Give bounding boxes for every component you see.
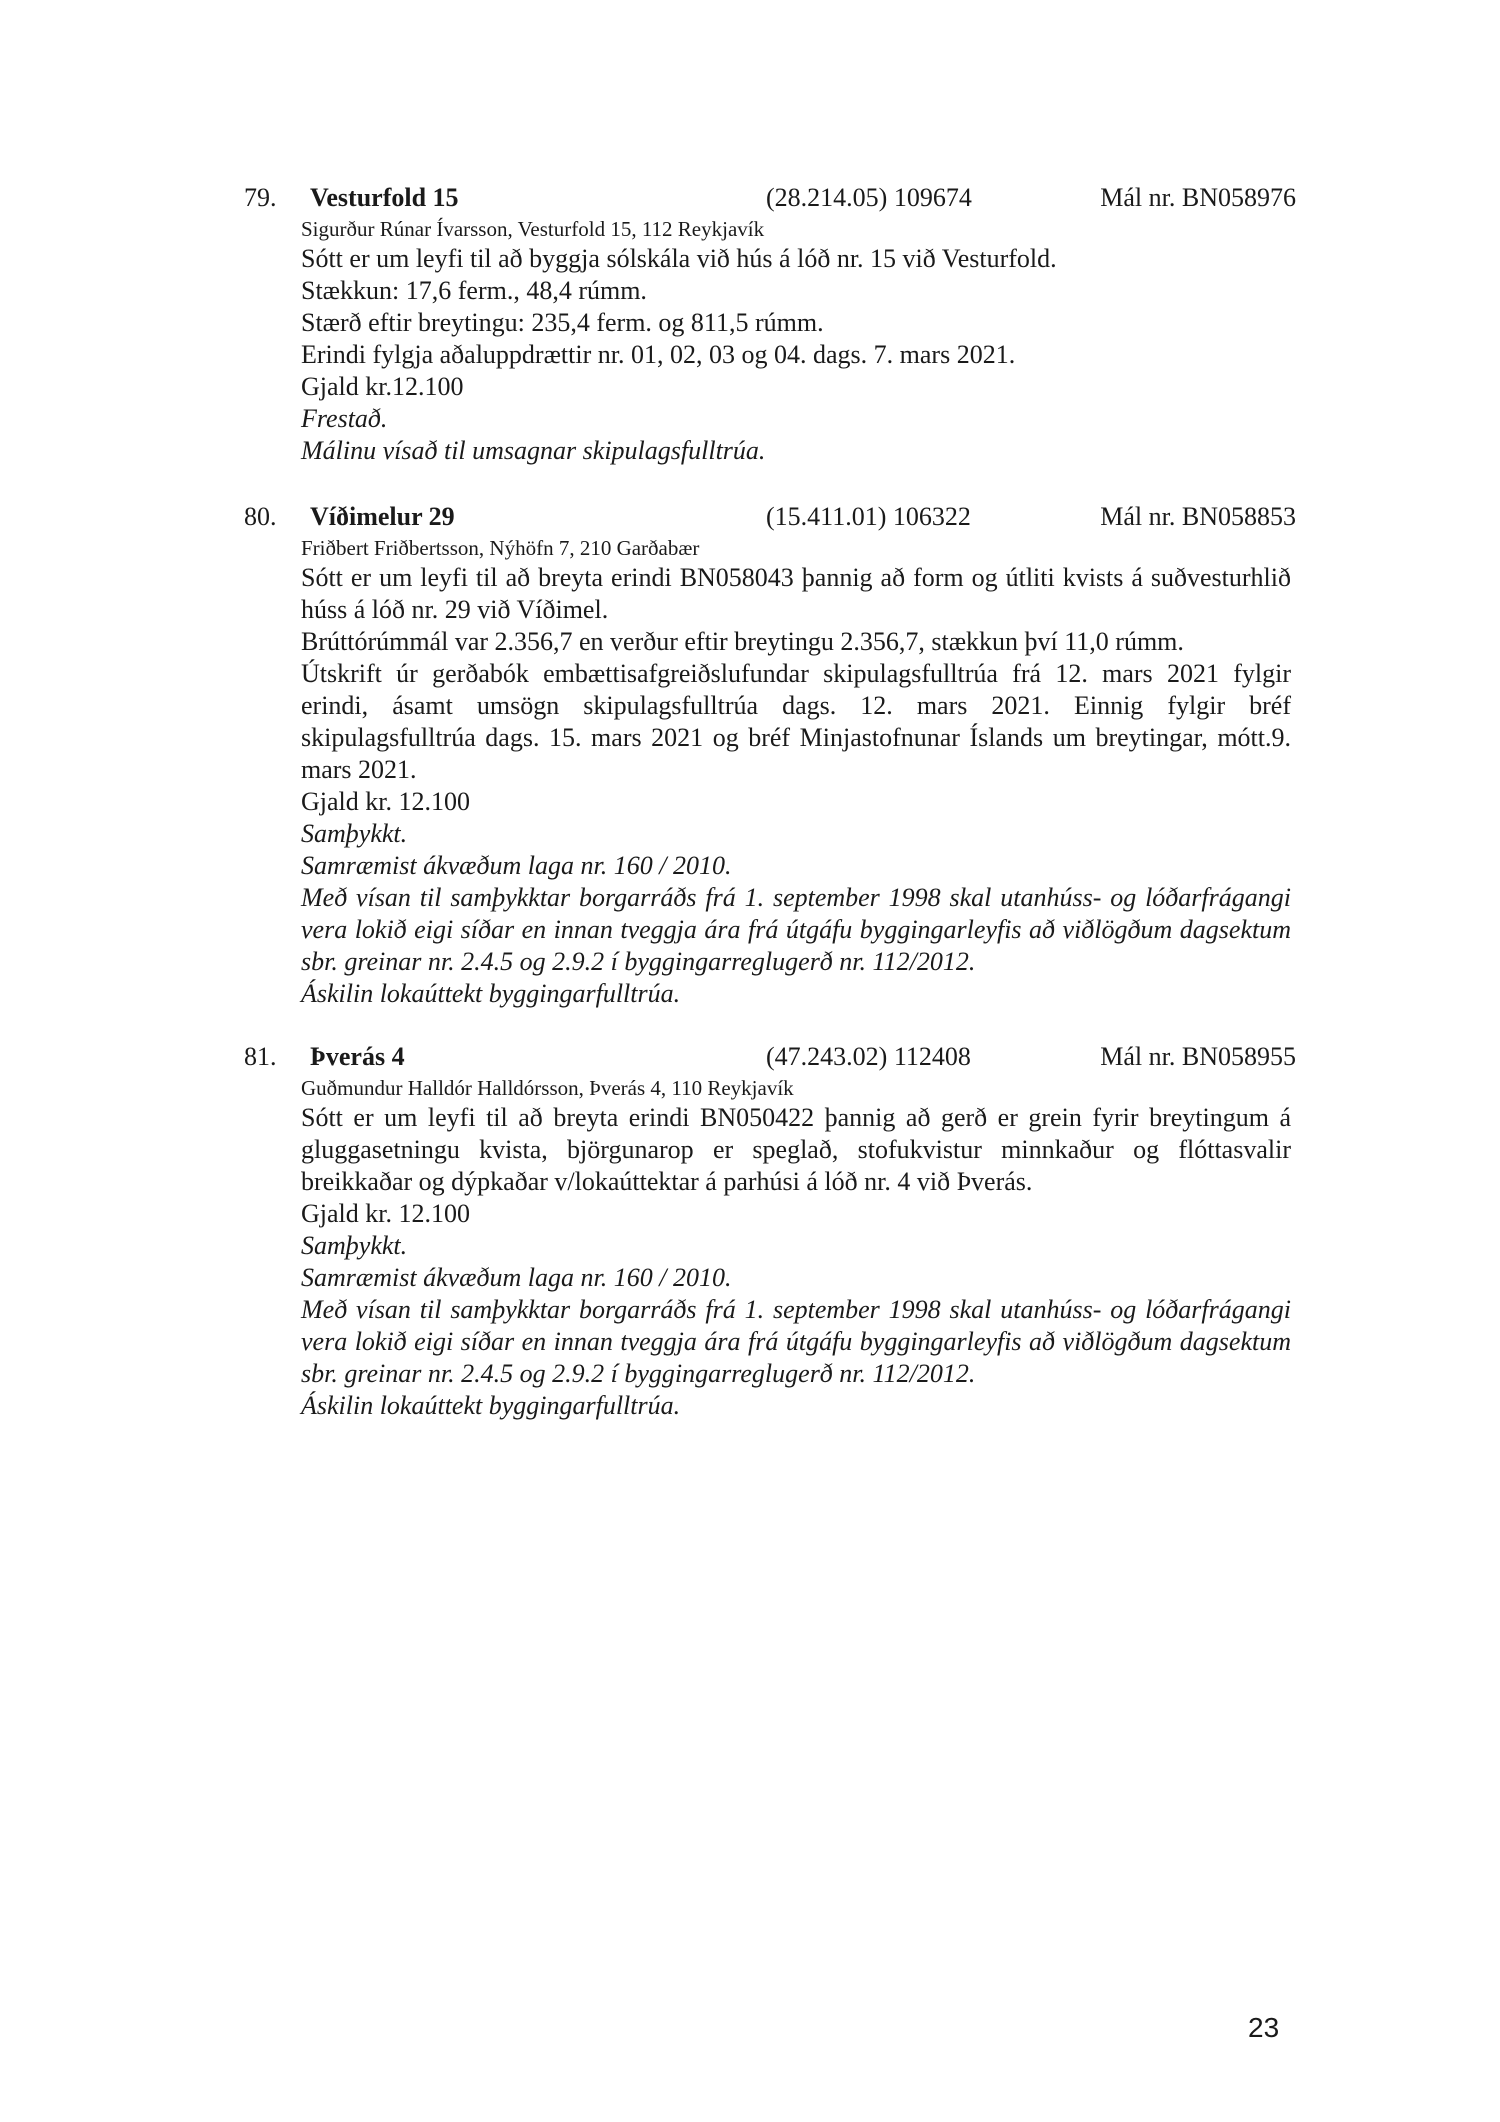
description-line: Sótt er um leyfi til að byggja sólskála við hús á lóð nr. 15 við Vesturfold. [301, 244, 1057, 273]
decision-line: Samþykkt. [301, 1231, 408, 1260]
case-mal-number: Mál nr. BN058853 [1100, 502, 1296, 531]
decision-line: Málinu vísað til umsagnar skipulagsfulltrúa. [301, 436, 766, 465]
case-mal-number: Mál nr. BN058955 [1100, 1042, 1296, 1071]
case-body [301, 215, 1291, 467]
case-reference: (15.411.01) 106322 [766, 502, 971, 531]
decision-line: Áskilin lokaúttekt byggingarfulltrúa. [301, 1391, 681, 1420]
decision-line: Samþykkt. [301, 819, 408, 848]
description-line: Stækkun: 17,6 ferm., 48,4 rúmm. [301, 276, 647, 305]
case-reference: (28.214.05) 109674 [766, 183, 972, 212]
case-81 [244, 1040, 1296, 1422]
decision-line: Samræmist ákvæðum laga nr. 160 / 2010. [301, 1263, 732, 1292]
description-line: Erindi fylgja aðaluppdrættir nr. 01, 02, 03 og 04. dags. 7. mars 2021. [301, 340, 1016, 369]
case-header [244, 1040, 1296, 1074]
case-header [244, 500, 1296, 534]
decision-paragraph: Með vísan til samþykktar borgarráðs frá 1. september 1998 skal utanhúss- og lóðarfrágangi vera lokið eigi síðar en innan tveggja ára frá útgáfu byggingarleyfis að viðlögðum dagsektum sbr. greinar nr. 2.4.5 og 2.9.2 í byggingarreglugerð nr. 112/2012. [301, 883, 1291, 976]
description-paragraph: Sótt er um leyfi til að breyta erindi BN058043 þannig að form og útliti kvists á suðvesturhlið húss á lóð nr. 29 við Víðimel. [301, 563, 1291, 624]
applicant: Sigurður Rúnar Ívarsson, Vesturfold 15, 112 Reykjavík [301, 217, 765, 241]
case-header [244, 181, 1296, 215]
case-80 [244, 500, 1296, 1010]
decision-paragraph: Með vísan til samþykktar borgarráðs frá 1. september 1998 skal utanhúss- og lóðarfrágangi vera lokið eigi síðar en innan tveggja ára frá útgáfu byggingarleyfis að viðlögðum dagsektum sbr. greinar nr. 2.4.5 og 2.9.2 í byggingarreglugerð nr. 112/2012. [301, 1295, 1291, 1388]
case-number: 79. [244, 183, 277, 212]
case-number: 80. [244, 502, 277, 531]
fee-line: Gjald kr. 12.100 [301, 787, 470, 816]
description-line: Stærð eftir breytingu: 235,4 ferm. og 811,5 rúmm. [301, 308, 824, 337]
applicant: Friðbert Friðbertsson, Nýhöfn 7, 210 Garðabær [301, 536, 700, 560]
decision-line: Áskilin lokaúttekt byggingarfulltrúa. [301, 979, 681, 1008]
description-paragraph: Brúttórúmmál var 2.356,7 en verður eftir breytingu 2.356,7, stækkun því 11,0 rúmm. [301, 627, 1184, 656]
page-number: 23 [1248, 2012, 1280, 2043]
case-body [301, 1074, 1291, 1422]
case-title: Víðimelur 29 [310, 502, 455, 531]
fee-line: Gjald kr. 12.100 [301, 1199, 470, 1228]
description-paragraph: Útskrift úr gerðabók embættisafgreiðslufundar skipulagsfulltrúa frá 12. mars 2021 fylgir erindi, ásamt umsögn skipulagsfulltrúa dags. 12. mars 2021. Einnig fylgir bréf skipulagsfulltrúa dags. 15. mars 2021 og bréf Minjastofnunar Íslands um breytingar, mótt.9. mars 2021. [301, 659, 1291, 784]
decision-line: Samræmist ákvæðum laga nr. 160 / 2010. [301, 851, 732, 880]
case-79 [244, 181, 1296, 467]
fee-line: Gjald kr.12.100 [301, 372, 464, 401]
decision-line: Frestað. [301, 404, 388, 433]
case-title: Vesturfold 15 [310, 183, 459, 212]
applicant: Guðmundur Halldór Halldórsson, Þverás 4, 110 Reykjavík [301, 1076, 794, 1100]
description-paragraph: Sótt er um leyfi til að breyta erindi BN050422 þannig að gerð er grein fyrir breytingum á gluggasetningu kvista, björgunarop er speglað, stofukvistur minnkaður og flóttasvalir breikkaðar og dýpkaðar v/lokaúttektar á parhúsi á lóð nr. 4 við Þverás. [301, 1103, 1291, 1196]
case-number: 81. [244, 1042, 277, 1071]
case-mal-number: Mál nr. BN058976 [1100, 183, 1296, 212]
case-body [301, 534, 1291, 1010]
case-reference: (47.243.02) 112408 [766, 1042, 971, 1071]
case-title: Þverás 4 [310, 1042, 405, 1071]
